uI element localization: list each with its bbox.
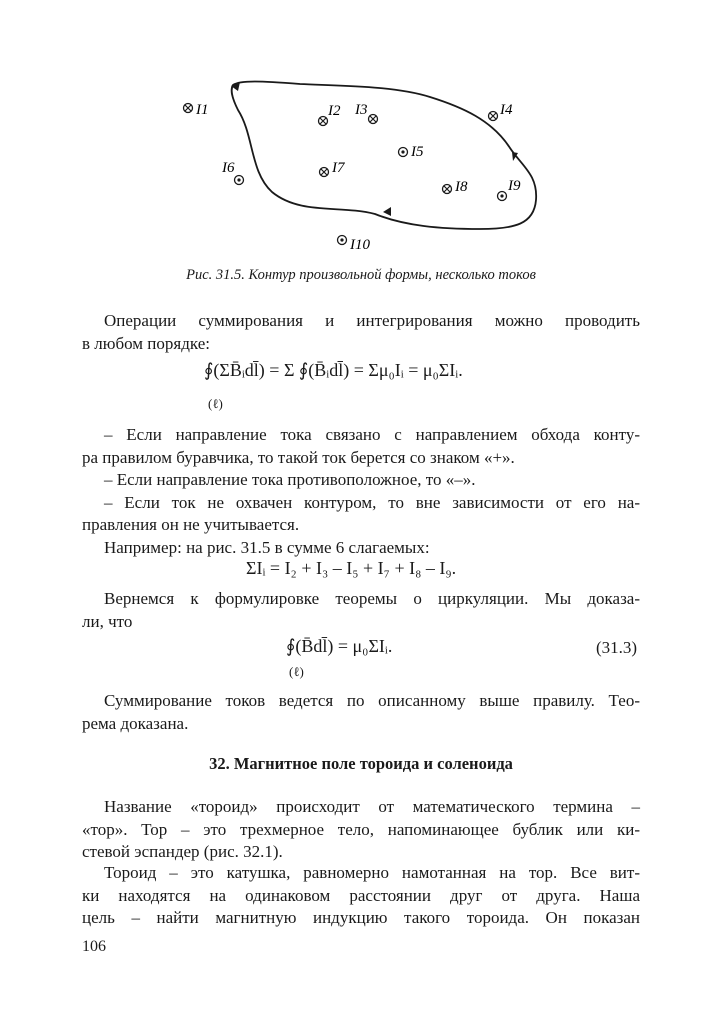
contour-label: (ℓ) [289, 664, 304, 679]
label-i9: I9 [508, 178, 521, 194]
text-line: Тороид – это катушка, равномерно намотанная на тор. Все вит- [104, 863, 640, 882]
current-marker-i7 [320, 160, 346, 177]
label-i6: I6 [222, 160, 235, 176]
text-line: Операции суммирования и интегрирования можно проводить [104, 311, 640, 330]
current-marker-i2 [319, 103, 341, 126]
paragraph-theorem [82, 588, 640, 633]
equation-text: ∮(ΣB̄ᵢdl̄) = Σ ∮(B̄ᵢdl̄) = Σμ₀Iᵢ = μ₀ΣIᵢ. [204, 360, 463, 380]
text-line: – Если направление тока противоположное, то «–». [104, 470, 476, 489]
contour-loop [232, 82, 537, 230]
text-line: Например: на рис. 31.5 в сумме 6 слагаемых: [104, 537, 430, 557]
text-line: цель – найти магнитную индукцию такого тороида. Он показан [82, 908, 640, 927]
current-marker-i1 [184, 102, 209, 118]
text-line: «тор». Тор – это трехмерное тело, напоминающее бублик или ки- [82, 819, 640, 839]
text-line: – Если направление тока связано с направлением обхода конту- [104, 425, 640, 444]
current-marker-i3 [354, 102, 378, 124]
contour-label: (ℓ) [208, 396, 223, 411]
label-i10: I10 [350, 237, 370, 253]
text-line: – Если ток не охвачен контуром, то вне зависимости от его на- [104, 492, 640, 512]
equation-text: ΣIᵢ = I₂ + I₃ – I₅ + I₇ + I₈ – I₉. [246, 558, 457, 578]
paragraph-rules [82, 424, 640, 559]
current-marker-i9 [498, 178, 521, 201]
paragraph-intro [82, 310, 640, 355]
equation-circulation [286, 636, 392, 657]
text-line: стевой эспандер (рис. 32.1). [82, 842, 283, 861]
paragraph-toroid-name [82, 796, 640, 864]
paragraph-toroid-def [82, 862, 640, 930]
current-marker-i10 [338, 236, 371, 254]
equation-text: ∮(B̄dl̄) = μ₀ΣIᵢ. [286, 636, 393, 656]
equation-number: (31.3) [596, 638, 638, 657]
figure-caption: Рис. 31.5. Контур произвольной формы, несколько токов [186, 267, 536, 283]
text-line: в любом порядке: [82, 333, 210, 353]
label-i8: I8 [455, 179, 468, 195]
current-marker-i4 [489, 102, 513, 121]
label-i3: I3 [355, 102, 368, 118]
figure-contour-currents [0, 0, 722, 270]
page-number: 106 [82, 938, 106, 955]
text-line: ки находятся на одинаковом расстоянии друг от друга. Наша [82, 885, 640, 905]
current-marker-i8 [443, 179, 468, 195]
equation-sum-currents [246, 558, 456, 579]
current-marker-i5 [399, 144, 424, 160]
label-i4: I4 [500, 102, 513, 118]
text-line: Суммирование токов ведется по описанному выше правилу. Тео- [104, 691, 640, 710]
label-i2: I2 [328, 103, 341, 119]
text-line: ли, что [82, 611, 133, 631]
equation-sum-integral [204, 360, 463, 381]
text-line: правления он не учитывается. [82, 515, 300, 534]
text-line: Название «тороид» происходит от математического термина – [104, 797, 640, 816]
paragraph-conclusion [82, 690, 640, 735]
label-i5: I5 [411, 144, 424, 160]
text-line: Вернемся к формулировке теоремы о циркуляции. Мы доказа- [104, 589, 640, 608]
label-i7: I7 [332, 160, 345, 176]
label-i1: I1 [196, 102, 209, 118]
section-title: 32. Магнитное поле тороида и соленоида [209, 754, 513, 773]
text-line: рема доказана. [82, 713, 189, 733]
text-line: ра правилом буравчика, то такой ток берется со знаком «+». [82, 447, 515, 467]
current-marker-i6 [221, 160, 244, 185]
